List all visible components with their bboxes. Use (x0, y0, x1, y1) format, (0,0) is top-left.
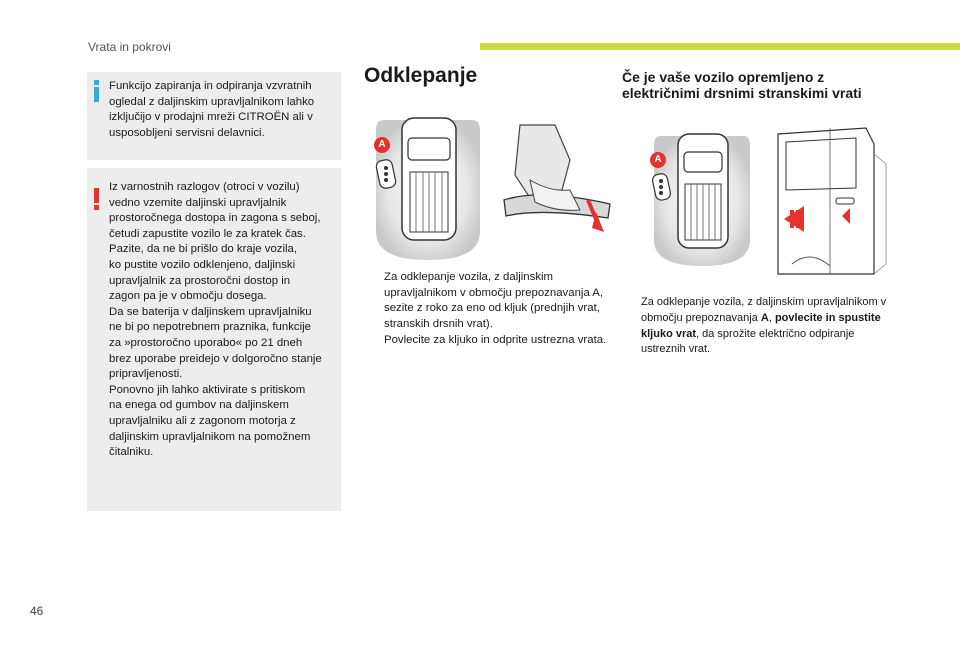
header-accent-bar (480, 43, 960, 50)
warning-text: Iz varnostnih razlogov (otroci v vozilu) vedno vzemite daljinski upravljalnik prostoročnega dostopa in zagona s seboj, četudi zapustite vozilo le za kratek čas. Pazite, da ne bi prišlo do kraje vozila, ko pustite vozilo odklenjeno, daljinski upravljalnik za prostoročni dostop in zagon pa je v območju dosega. Da se baterija v daljinskem upravljalniku ne bi po nepotrebnem praznika, funkcije za »prostoročno uporabo« po 21 dneh brez uporabe preidejo v dolgoročno stanje pripravljenosti. Ponovno jih lahko aktivirate s pritiskom na enega od gumbov na daljinskem upravljalniku ali z zagonom motorja z daljinskim upravljalnikom na pomožnem čitalniku. (109, 181, 322, 459)
unlock-bullet-2-text: Povlecite za kljuko in odprite ustrezna vrata. (384, 334, 607, 346)
sliding-door-bullet (622, 295, 900, 358)
section-title: Vrata in pokrovi (88, 40, 171, 54)
sliding-door-bullet-text: Za odklepanje vozila, z daljinskim upravljalnikom v območju prepoznavanja A, povlecite in spustite kljuko vrat, da sprožite električno odpiranje ustreznih vrat. (641, 296, 887, 356)
zone-label-a: A (374, 137, 390, 153)
zone-label-a-2: A (650, 152, 666, 168)
info-text: Funkcijo zapiranja in odpiranja vzvratnih ogledal z daljinskim upravljalnikom lahko izključijo v prodajni mreži CITROËN ali v usposobljeni servisni delavnici. (109, 80, 315, 139)
sliding-doors-heading: Če je vaše vozilo opremljeno z električnimi drsnimi stranskimi vrati (622, 69, 862, 101)
unlock-bullet-1 (365, 270, 623, 332)
sliding-door-illustration (770, 124, 890, 282)
detection-zone-illustration (372, 112, 484, 262)
unlock-bullet-2 (365, 333, 623, 349)
hand-on-handle-illustration (500, 120, 618, 245)
detection-zone-illustration-2 (650, 128, 754, 268)
info-box (87, 72, 341, 160)
warning-box (87, 168, 341, 511)
page-number: 46 (30, 604, 44, 618)
unlocking-heading: Odklepanje (364, 64, 478, 87)
unlock-bullet-1-text: Za odklepanje vozila, z daljinskim upravljalnikom v območju prepoznavanja A, sezite z roko za eno od kljuk (prednjih vrat, stranskih drsnih vrat). (384, 271, 604, 330)
